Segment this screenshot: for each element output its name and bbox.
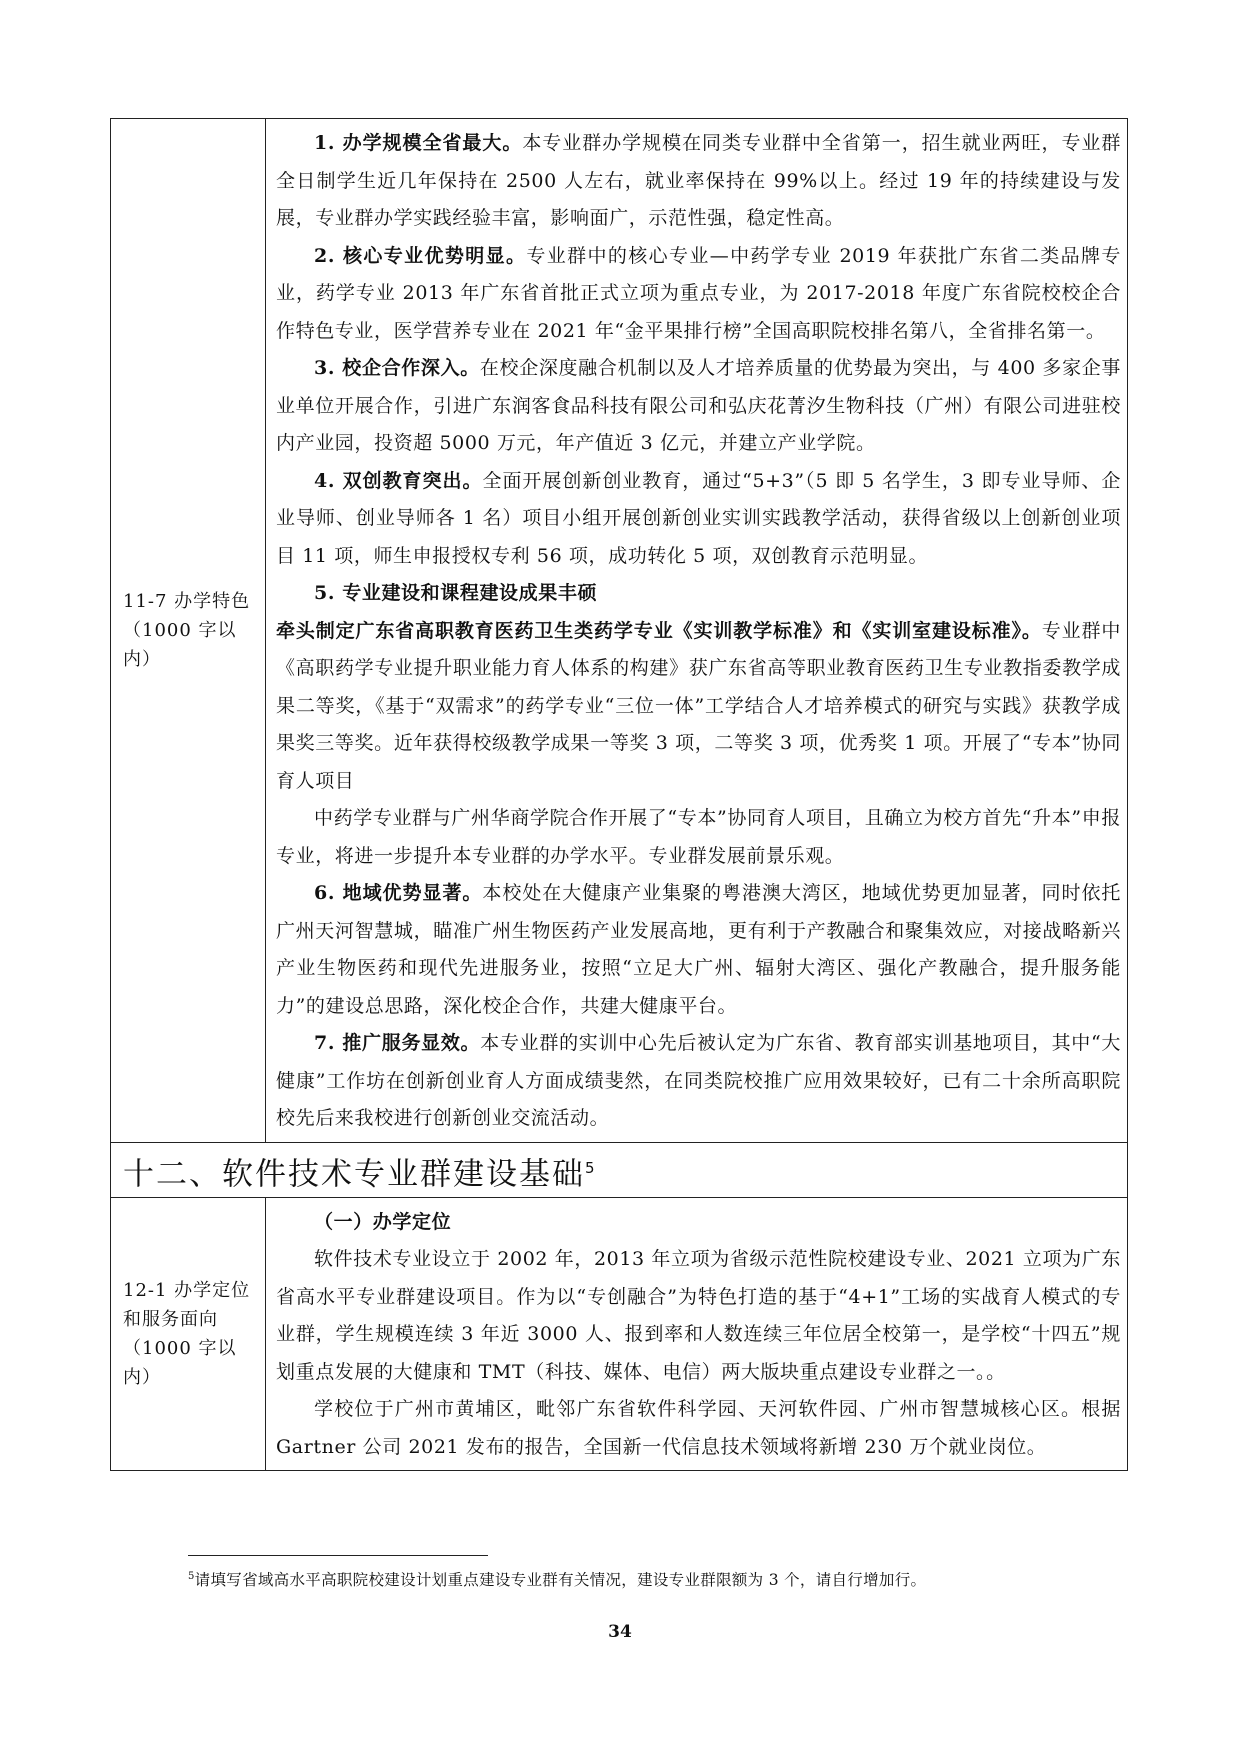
section-heading	[123, 1147, 1115, 1195]
paragraph-lead: 5. 专业建设和课程建设成果丰硕	[314, 582, 598, 604]
paragraph-body: 专业群中《高职药学专业提升职业能力育人体系的构建》获广东省高等职业教育医药卫生专业教指委教学成果二等奖，《基于“双需求”的药学专业“三位一体”工学结合人才培养模式的研究与实践》获教学成果奖三等奖。近年获得校级教学成果一等奖 3 项，二等奖 3 项，优秀奖 1 项。开展了“专本”协同育人项目	[276, 619, 1122, 792]
paragraph-lead: 2. 核心专业优势明显。	[314, 244, 527, 267]
label-cell-11-7	[111, 119, 266, 1143]
paragraph-body: 本专业群的实训中心先后被认定为广东省、教育部实训基地项目，其中“大健康”工作坊在创新创业育人方面成绩斐然，在同类院校推广应用效果较好，已有二十余所高职院校先后来我校进行创新创业交流活动。	[276, 1032, 1122, 1129]
section-header-cell	[111, 1142, 1128, 1197]
content-12-1	[266, 1198, 1127, 1471]
paragraph-body: 全面开展创新创业教育，通过“5+3”（5 即 5 名学生，3 即专业导师、企业导师、创业导师各 1 名）项目小组开展创新创业实训实践教学活动，获得省级以上创新创业项目 11 项，师生申报授权专利 56 项，成功转化 5 项，双创教育示范明显。	[276, 469, 1122, 567]
footnote-divider	[188, 1555, 488, 1556]
paragraph	[276, 800, 1121, 875]
section-header-row	[111, 1142, 1128, 1197]
row-11-7	[111, 119, 1128, 1143]
paragraph-body: 中药学专业群与广州华商学院合作开展了“专本”协同育人项目，且确立为校方首先“升本”申报专业，将进一步提升本专业群的办学水平。专业群发展前景乐观。	[276, 807, 1121, 867]
paragraph	[276, 1204, 1121, 1242]
paragraph-lead: 4. 双创教育突出。	[314, 469, 483, 492]
content-11-7	[266, 119, 1127, 1142]
paragraph-lead: 牵头制定广东省高职教育医药卫生类药学专业《实训教学标准》和《实训室建设标准》。	[276, 619, 1042, 642]
section-heading-text: 十二、软件技术专业群建设基础	[123, 1155, 585, 1192]
footnote-ref: 5	[585, 1158, 595, 1177]
paragraph	[276, 238, 1121, 351]
paragraph	[276, 1241, 1121, 1391]
paragraph-body: 软件技术专业设立于 2002 年，2013 年立项为省级示范性院校建设专业、2021 立项为广东省高水平专业群建设项目。作为以“专创融合”为特色打造的基于“4+1”工场的实战育人模式的专业群，学生规模连续 3 年近 3000 人、报到率和人数连续三年位居全校第一，是学校“十四五”规划重点发展的大健康和 TMT（科技、媒体、电信）两大版块重点建设专业群之一。。	[276, 1248, 1121, 1383]
footnote-text: 请填写省域高水平高职院校建设计划重点建设专业群有关情况，建设专业群限额为 3 个，请自行增加行。	[194, 1571, 927, 1590]
form-table	[110, 118, 1128, 1471]
paragraph	[276, 350, 1121, 463]
paragraph	[276, 1391, 1121, 1466]
paragraph	[276, 875, 1121, 1025]
paragraph-lead: （一）办学定位	[314, 1210, 452, 1233]
paragraph-body: 本专业群办学规模在同类专业群中全省第一，招生就业两旺，专业群全日制学生近几年保持在 2500 人左右，就业率保持在 99%以上。经过 19 年的持续建设与发展，专业群办学实践经验丰富，影响面广，示范性强，稳定性高。	[276, 132, 1121, 229]
paragraph-lead: 1. 办学规模全省最大。	[314, 132, 523, 154]
content-cell-11-7	[266, 119, 1128, 1143]
paragraph	[276, 1025, 1121, 1138]
paragraph-lead: 3. 校企合作深入。	[314, 357, 480, 379]
content-cell-12-1	[266, 1197, 1128, 1471]
paragraph-body: 专业群中的核心专业—中药学专业 2019 年获批广东省二类品牌专业，药学专业 2013 年广东省首批正式立项为重点专业，为 2017-2018 年度广东省院校校企合作特色专业，医学营养专业在 2021 年“金平果排行榜”全国高职院校排名第八，全省排名第一。	[276, 244, 1122, 342]
row-label-12-1: 12-1 办学定位和服务面向（1000 字以内）	[123, 1280, 251, 1389]
footnote-mark: 5	[188, 1571, 195, 1582]
label-cell-12-1	[111, 1197, 266, 1471]
paragraph	[276, 613, 1121, 801]
paragraph	[276, 125, 1121, 238]
paragraph-lead: 7. 推广服务显效。	[314, 1032, 481, 1054]
paragraph-body: 学校位于广州市黄埔区，毗邻广东省软件科学园、天河软件园、广州市智慧城核心区。根据 Gartner 公司 2021 发布的报告，全国新一代信息技术领域将新增 230 万个就业岗位。	[276, 1398, 1121, 1458]
paragraph-lead: 6. 地域优势显著。	[314, 882, 483, 904]
page-number: 34	[608, 1622, 632, 1642]
paragraph	[276, 463, 1121, 576]
row-label-11-7: 11-7 办学特色（1000 字以内）	[123, 590, 251, 670]
paragraph	[276, 575, 1121, 613]
footnote	[188, 1566, 926, 1591]
paragraph-body: 本校处在大健康产业集聚的粤港澳大湾区，地域优势更加显著，同时依托广州天河智慧城，瞄准广州生物医药产业发展高地，更有利于产教融合和聚集效应，对接战略新兴产业生物医药和现代先进服务业，按照“立足大广州、辐射大湾区、强化产教融合，提升服务能力”的建设总思路，深化校企合作，共建大健康平台。	[276, 882, 1122, 1017]
row-12-1	[111, 1197, 1128, 1471]
paragraph-body: 在校企深度融合机制以及人才培养质量的优势最为突出，与 400 多家企事业单位开展合作，引进广东润客食品科技有限公司和弘庆花菁汐生物科技（广州）有限公司进驻校内产业园，投资超 5000 万元，年产值近 3 亿元，并建立产业学院。	[276, 357, 1121, 454]
